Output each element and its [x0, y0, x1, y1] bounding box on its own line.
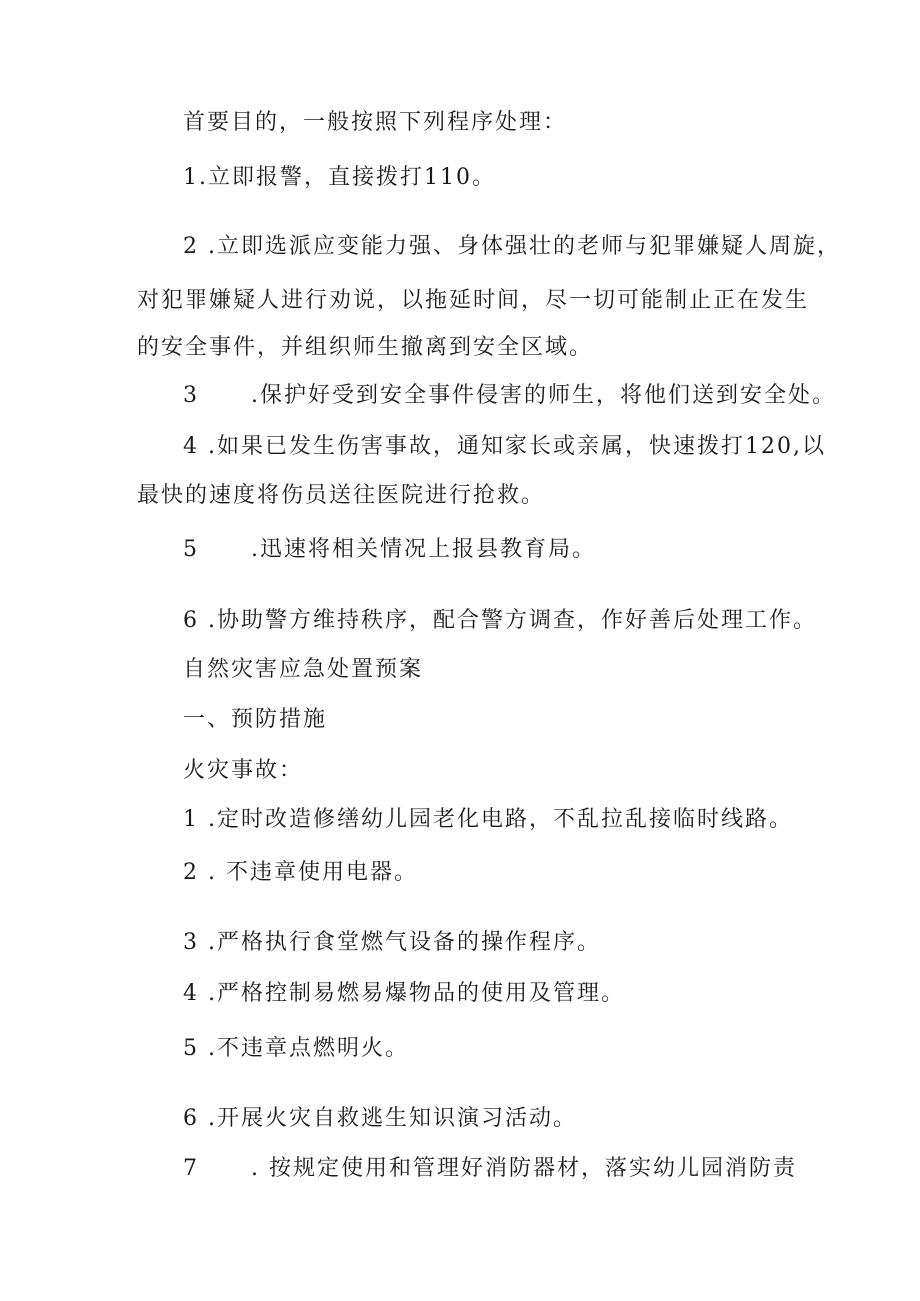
list-number: 3 — [183, 383, 199, 408]
list-number: 5 — [183, 537, 199, 562]
list-item-5: 5 .迅速将相关情况上报县教育局。 — [183, 535, 596, 565]
list-item-7: 7 . 按规定使用和管理好消防器材，落实幼儿园消防责 — [183, 1154, 797, 1184]
list-number: 7 — [183, 1156, 199, 1181]
subsection-heading: 火灾事故： — [183, 758, 304, 783]
list-item-5: 5 .不违章点燃明火。 — [183, 1036, 409, 1061]
list-item-3: 3 .保护好受到安全事件侵害的师生，将他们送到安全处。 — [183, 381, 836, 411]
subsection-heading: 一、预防措施 — [183, 707, 328, 732]
list-item-2: 2 . 不违章使用电器。 — [183, 860, 418, 885]
paragraph-line: 的安全事件，并组织师生撤离到安全区域。 — [137, 335, 594, 360]
list-item-4: 4 .如果已发生伤害事故，通知家长或亲属，快速拨打120,以 — [183, 434, 826, 459]
list-item-3: 3 .严格执行食堂燃气设备的操作程序。 — [183, 930, 601, 955]
list-item-1: 1.立即报警，直接拨打110。 — [183, 165, 496, 190]
paragraph-line: 对犯罪嫌疑人进行劝说，以拖延时间，尽一切可能制止正在发生 — [137, 288, 810, 313]
list-item-6: 6 .开展火灾自救逃生知识演习活动。 — [183, 1106, 577, 1131]
paragraph-line: 最快的速度将伤员送往医院进行抢救。 — [137, 483, 546, 508]
list-item-6: 6 .协助警方维持秩序，配合警方调查，作好善后处理工作。 — [183, 608, 817, 633]
paragraph-line: 首要目的，一般按照下列程序处理： — [183, 110, 568, 135]
list-item-2: 2 .立即选派应变能力强、身体强壮的老师与犯罪嫌疑人周旋， — [183, 234, 841, 259]
section-heading: 自然灾害应急处置预案 — [183, 657, 424, 682]
list-item-1: 1 .定时改造修缮幼儿园老化电路，不乱拉乱接临时线路。 — [183, 807, 793, 832]
list-item-4: 4 .严格控制易燃易爆物品的使用及管理。 — [183, 981, 625, 1006]
